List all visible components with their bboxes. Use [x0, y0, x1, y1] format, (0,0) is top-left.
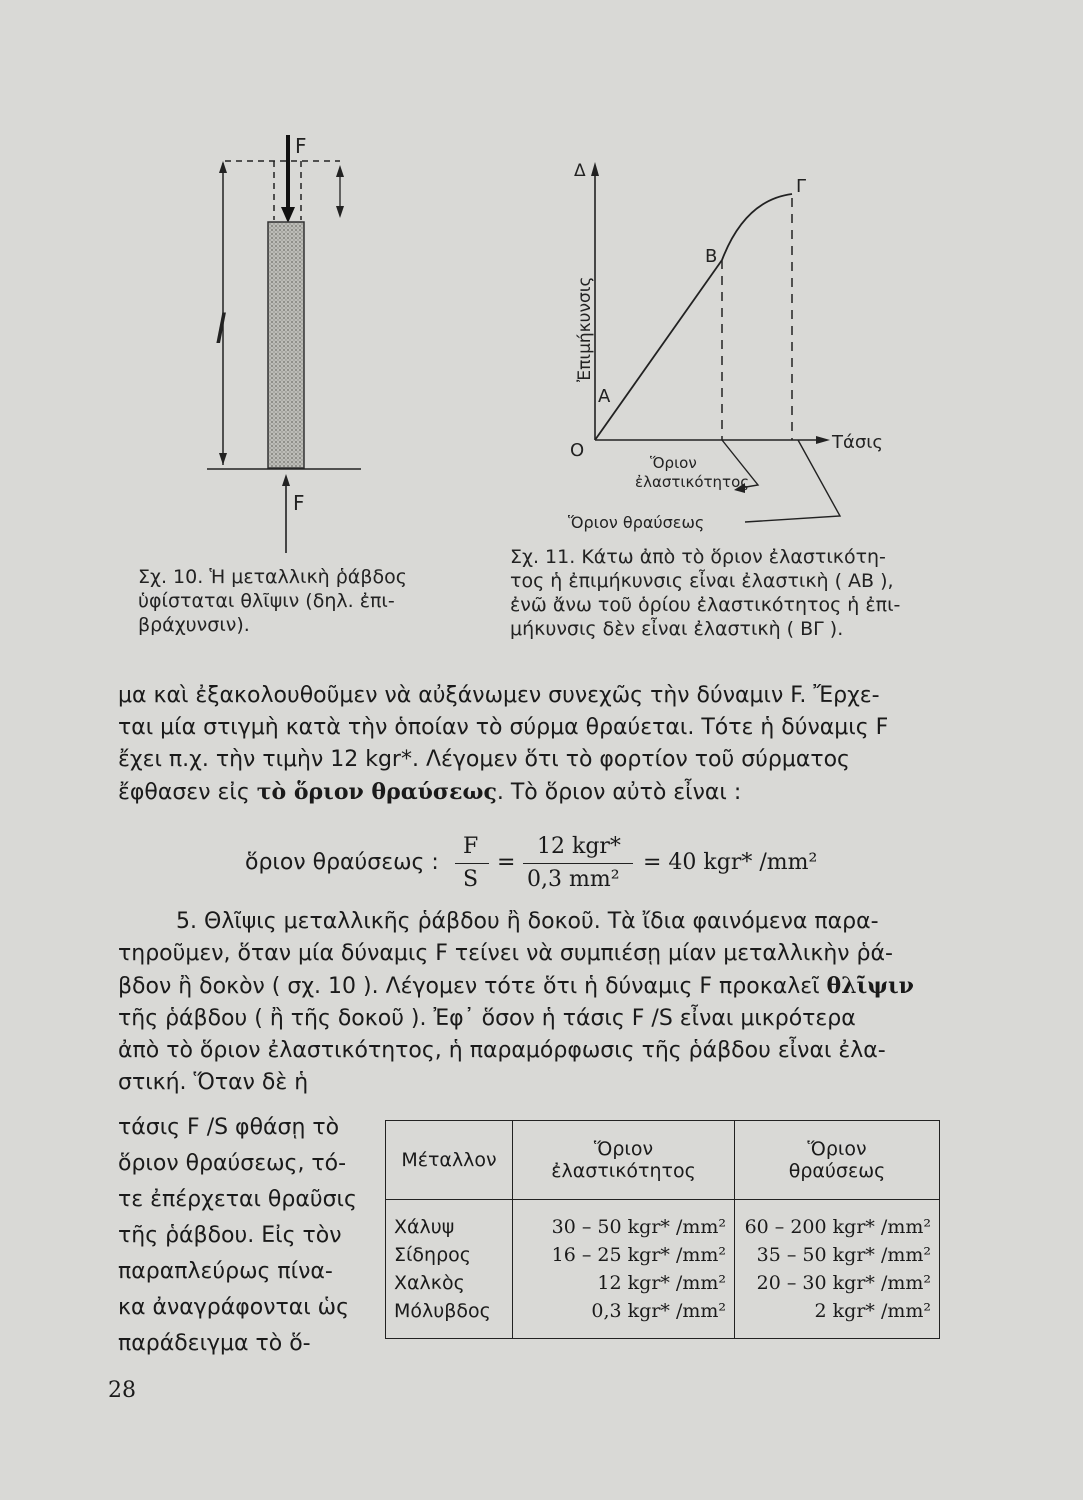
term-breaking-limit: τὸ ὅριον θραύσεως: [256, 779, 497, 805]
elastic-segment-ab: [595, 260, 722, 440]
point-g-label: Γ: [796, 176, 807, 197]
table-header-row: [386, 1121, 940, 1200]
force-bottom-label: F: [293, 491, 305, 515]
page-number: 28: [108, 1378, 136, 1403]
side-column-text: [118, 1110, 368, 1362]
text-line: παράδειγμα τὸ ὅ-: [118, 1331, 311, 1356]
force-top-label: F: [295, 134, 307, 158]
length-label: l: [215, 307, 227, 353]
x-axis-arrow-icon: [816, 436, 830, 444]
point-a-label: A: [598, 386, 611, 407]
text-fragment: ἔφθασεν εἰς: [118, 780, 257, 805]
section-heading: Θλῖψις μεταλλικῆς ῥάβδου ἢ δοκοῦ.: [204, 909, 601, 934]
table-row: [386, 1200, 940, 1339]
text-line: [118, 776, 963, 809]
metal-names-cell: [386, 1200, 513, 1339]
text-line: ται μία στιγμὴ κατὰ τὴν ὁποίαν τὸ σύρμα θραύεται. Τότε ἡ δύναμις F: [118, 715, 889, 740]
text-line: τε ἐπέρχεται θραῦσις: [118, 1187, 357, 1212]
metal-name: Μόλυβδος: [394, 1300, 491, 1322]
caption-line: Σχ. 11. Κάτω ἀπὸ τὸ ὅριον ἐλαστικότη-: [510, 546, 886, 568]
formula-label: ὅριον θραύσεως :: [245, 850, 439, 875]
breaking-limit-label: Ὅριον θραύσεως: [568, 513, 705, 532]
caption-line: Σχ. 10. Ἡ μεταλλικὴ ῥάβδος: [138, 566, 407, 588]
elastic-value: 16 – 25 kgr* /mm²: [551, 1244, 726, 1266]
displacement-arrow-up-icon: [336, 165, 344, 177]
term-compression: θλῖψιν: [826, 973, 914, 999]
text-line: τηροῦμεν, ὅταν μία δύναμις F τείνει νὰ συμπιέσῃ μίαν μεταλλικὴν ῥά-: [118, 941, 893, 966]
breaking-value: 35 – 50 kgr* /mm²: [756, 1244, 931, 1266]
elastic-limit-label-1: Ὅριον: [650, 454, 697, 472]
elastic-limit-label-2: ἐλαστικότητος: [635, 473, 750, 491]
fraction-bar: [523, 863, 633, 864]
text-line: [118, 906, 963, 938]
breaking-value: 20 – 30 kgr* /mm²: [756, 1272, 931, 1294]
fraction-numerator-kgr: 12 kgr*: [537, 834, 621, 859]
elastic-value: 30 – 50 kgr* /mm²: [551, 1216, 726, 1238]
figure-11-graph: [540, 150, 920, 545]
caption-line: ὑφίσταται θλῖψιν (δηλ. ἐπι-: [138, 590, 395, 612]
fraction-denominator-s: S: [463, 867, 479, 892]
force-bottom-arrowhead-icon: [282, 474, 290, 486]
elastic-value: 12 kgr* /mm²: [597, 1272, 726, 1294]
breaking-limit-formula: [245, 832, 895, 896]
header-line: Ὅριον: [593, 1138, 654, 1160]
text-line: ὅριον θραύσεως, τό-: [118, 1151, 347, 1176]
text-line: παραπλεύρως πίνα-: [118, 1259, 333, 1284]
length-arrow-up-icon: [219, 161, 227, 173]
force-top-arrowhead-icon: [281, 207, 295, 223]
text-line: κα ἀναγράφονται ὡς: [118, 1295, 350, 1320]
y-axis-arrow-label: Δ: [574, 161, 586, 181]
text-fragment: Τὰ ἴδια φαινόμενα παρα-: [607, 909, 879, 934]
figure-11-caption: [510, 545, 970, 641]
section-5-compression: [118, 906, 963, 1099]
caption-line: ἐνῶ ἄνω τοῦ ὁρίου ἐλαστικότητος ἡ ἐπι-: [510, 594, 901, 616]
breaking-value: 60 – 200 kgr* /mm²: [744, 1216, 931, 1238]
header-line: Ὅριον: [807, 1138, 867, 1160]
header-metal: Μέταλλον: [386, 1121, 513, 1200]
caption-line: μήκυνσις δὲν εἶναι ἐλαστικὴ ( ΒΓ ).: [510, 618, 844, 640]
figure-10-caption: [138, 565, 458, 637]
elastic-value: 0,3 kgr* /mm²: [591, 1300, 726, 1322]
metal-name: Χαλκὸς: [394, 1272, 465, 1294]
length-arrow-down-icon: [219, 453, 227, 465]
header-line: ἐλαστικότητος: [551, 1160, 696, 1182]
caption-line: βράχυνσιν).: [138, 614, 250, 636]
metal-name: Σίδηρος: [394, 1244, 471, 1266]
point-b-label: B: [705, 246, 718, 267]
breaking-value: 2 kgr* /mm²: [814, 1300, 931, 1322]
origin-label: O: [570, 440, 585, 461]
figure-10-diagram: [195, 125, 395, 565]
text-line: μα καὶ ἐξακολουθοῦμεν νὰ αὐξάνωμεν συνεχῶς τὴν δύναμιν F. Ἔρχε-: [118, 683, 880, 708]
metal-name: Χάλυψ: [394, 1216, 455, 1238]
section-number: 5.: [176, 909, 197, 934]
text-fragment: . Τὸ ὅριον αὐτὸ εἶναι :: [496, 780, 742, 805]
x-axis-title: Τάσις: [832, 432, 883, 453]
text-line: τῆς ῥάβδου ( ἢ τῆς δοκοῦ ). Ἐφ᾽ ὅσον ἡ τάσις F /S εἶναι μικρότερα: [118, 1006, 856, 1031]
header-elastic-limit: [513, 1121, 735, 1200]
formula-result: = 40 kgr* /mm²: [643, 850, 818, 875]
text-fragment: βδον ἢ δοκὸν ( σχ. 10 ). Λέγομεν τότε ὅτι ἡ δύναμις F προκαλεῖ: [118, 974, 827, 999]
elastic-values-cell: [513, 1200, 735, 1339]
metal-limits-table: [385, 1120, 940, 1339]
paragraph-breaking-limit: [118, 680, 963, 809]
fraction-numerator-f: F: [463, 834, 479, 859]
plastic-segment-bg: [722, 194, 792, 260]
caption-line: τος ἡ ἐπιμήκυνσις εἶναι ἐλαστικὴ ( AB ),: [510, 570, 894, 592]
breaking-limit-pointer: [745, 440, 840, 522]
fraction-bar: [455, 863, 489, 864]
breaking-values-cell: [735, 1200, 940, 1339]
text-line: τῆς ῥάβδου. Εἰς τὸν: [118, 1223, 342, 1248]
text-line: ἀπὸ τὸ ὅριον ἐλαστικότητος, ἡ παραμόρφωσις τῆς ῥάβδου εἶναι ἐλα-: [118, 1038, 886, 1063]
fraction-denominator-mm: 0,3 mm²: [527, 867, 620, 892]
text-line: τάσις F /S φθάσῃ τὸ: [118, 1115, 340, 1140]
text-line: στική. Ὅταν δὲ ἡ: [118, 1070, 309, 1095]
header-breaking-limit: [735, 1121, 940, 1200]
y-axis-title: Ἐπιμήκυνσις: [575, 276, 595, 382]
equals-sign: =: [497, 850, 516, 875]
text-line: ἔχει π.χ. τὴν τιμὴν 12 kgr*. Λέγομεν ὅτι τὸ φορτίον τοῦ σύρματος: [118, 747, 850, 772]
y-axis-arrow-icon: [591, 162, 599, 176]
displacement-arrow-down-icon: [336, 206, 344, 218]
header-line: θραύσεως: [788, 1160, 886, 1182]
metal-bar: [268, 222, 304, 468]
text-line: [118, 970, 963, 1003]
